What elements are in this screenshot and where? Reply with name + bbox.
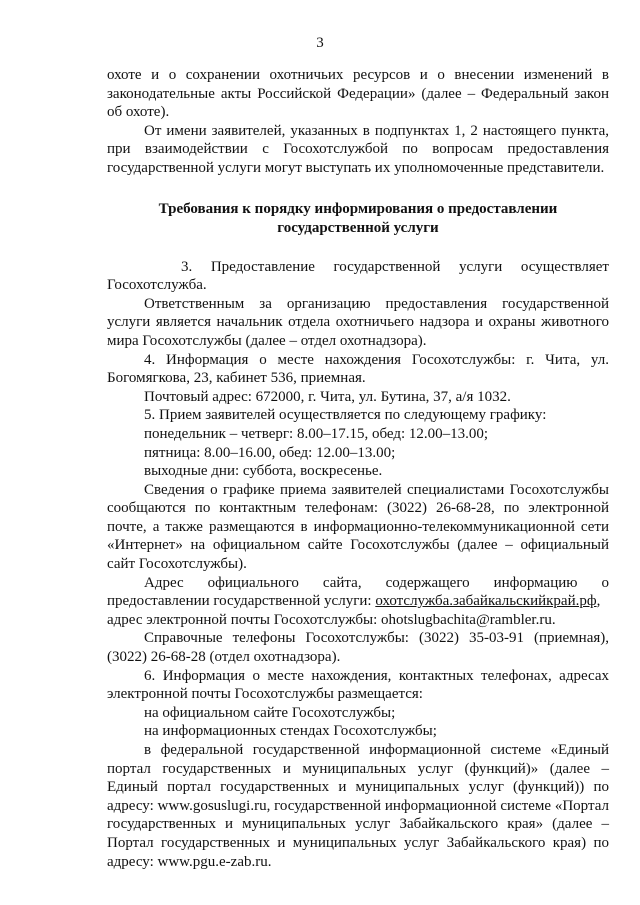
paragraph-email: адрес электронной почты Госохотслужбы: ohotslugbachita@rambler.ru. (107, 611, 556, 628)
page-number: 3 (316, 35, 324, 51)
schedule-weekend: выходные дни: суббота, воскресенье. (144, 463, 383, 480)
schedule-mon-thu: понедельник – четверг: 8.00–17.15, обед: 12.00–13.00; (144, 425, 489, 442)
paragraph-postal-address: Почтовый адрес: 672000, г. Чита, ул. Бутина, 37, а/я 1032. (144, 388, 511, 405)
schedule-fri: пятница: 8.00–16.00, обед: 12.00–13.00; (144, 444, 396, 461)
paragraph-6: 6. Информация о месте нахождения, контактных телефонах, адресах электронной почты Госохотслужбы размещается: (107, 667, 609, 703)
site-suffix: , (596, 593, 601, 610)
section-heading-line2: государственной услуги (277, 219, 439, 236)
paragraph-3-line1: 3. Предоставление государственной услуги осуществляет (181, 258, 609, 275)
paragraph-3-line2: Госохотслужба. (107, 277, 207, 294)
site-prefix: предоставлении государственной услуги: (107, 593, 376, 610)
paragraph-schedule-info: Сведения о графике приема заявителей специалистами Госохотслужбы сообщаются по контактным телефонам: (3022) 26-68-28, по электронной почте, а также размещаются в информационно-телекоммуникационной сети «Интернет» на официальном сайте Госохотслужбы (далее – официальный сайт Госохотслужбы). (107, 481, 609, 573)
paragraph-intro-line1: охоте и о сохранении охотничьих ресурсов и о внесении изменений в (107, 67, 609, 83)
paragraph-6-site: на официальном сайте Госохотслужбы; (144, 704, 396, 721)
paragraph-6-stands: на информационных стендах Госохотслужбы; (144, 723, 437, 740)
section-heading-line1: Требования к порядку информирования о предоставлении (158, 200, 558, 217)
paragraph-responsible: Ответственным за организацию предоставления государственной услуги является начальник отдела охотничьего надзора и охраны животного мира Госохотслужбы (далее – отдел охотнадзора). (107, 295, 609, 349)
paragraph-site-line1: Адрес официального сайта, содержащего информацию о (144, 574, 609, 591)
paragraph-intro-rest: законодательные акты Российской Федерации» (далее – Федеральный закон об охоте). (107, 85, 609, 121)
paragraph-6-portals: в федеральной государственной информационной системе «Единый портал государственных и муниципальных услуг (функций)» (далее – Единый портал государственных и муниципальных услуг (функций)) по адресу: www.gosuslugi.ru, государственной информационной системе «Портал государственных и муниципальных услуг Забайкальского края» (далее – Портал государственных и муниципальных услуг Забайкальского края) по адресу: www.pgu.e-zab.ru. (107, 742, 609, 870)
document-body (107, 66, 609, 871)
paragraph-phones: Справочные телефоны Госохотслужбы: (3022) 35-03-91 (приемная), (3022) 26-68-28 (отдел охотнадзора). (107, 630, 609, 666)
paragraph-site-line2 (107, 592, 609, 611)
paragraph-representatives: От имени заявителей, указанных в подпунктах 1, 2 настоящего пункта, при взаимодействии с Госохотслужбой по вопросам предоставления государственной услуги могут выступать их уполномоченные представители. (107, 122, 609, 176)
section-heading (107, 200, 609, 238)
paragraph-4-location: 4. Информация о месте нахождения Госохотслужбы: г. Чита, ул. Богомягкова, 23, кабинет 536, приемная. (107, 351, 609, 387)
paragraph-5-schedule: 5. Прием заявителей осуществляется по следующему графику: (144, 407, 547, 424)
official-site-link[interactable]: охотслужба.забайкальскийкрай.рф (375, 593, 597, 610)
